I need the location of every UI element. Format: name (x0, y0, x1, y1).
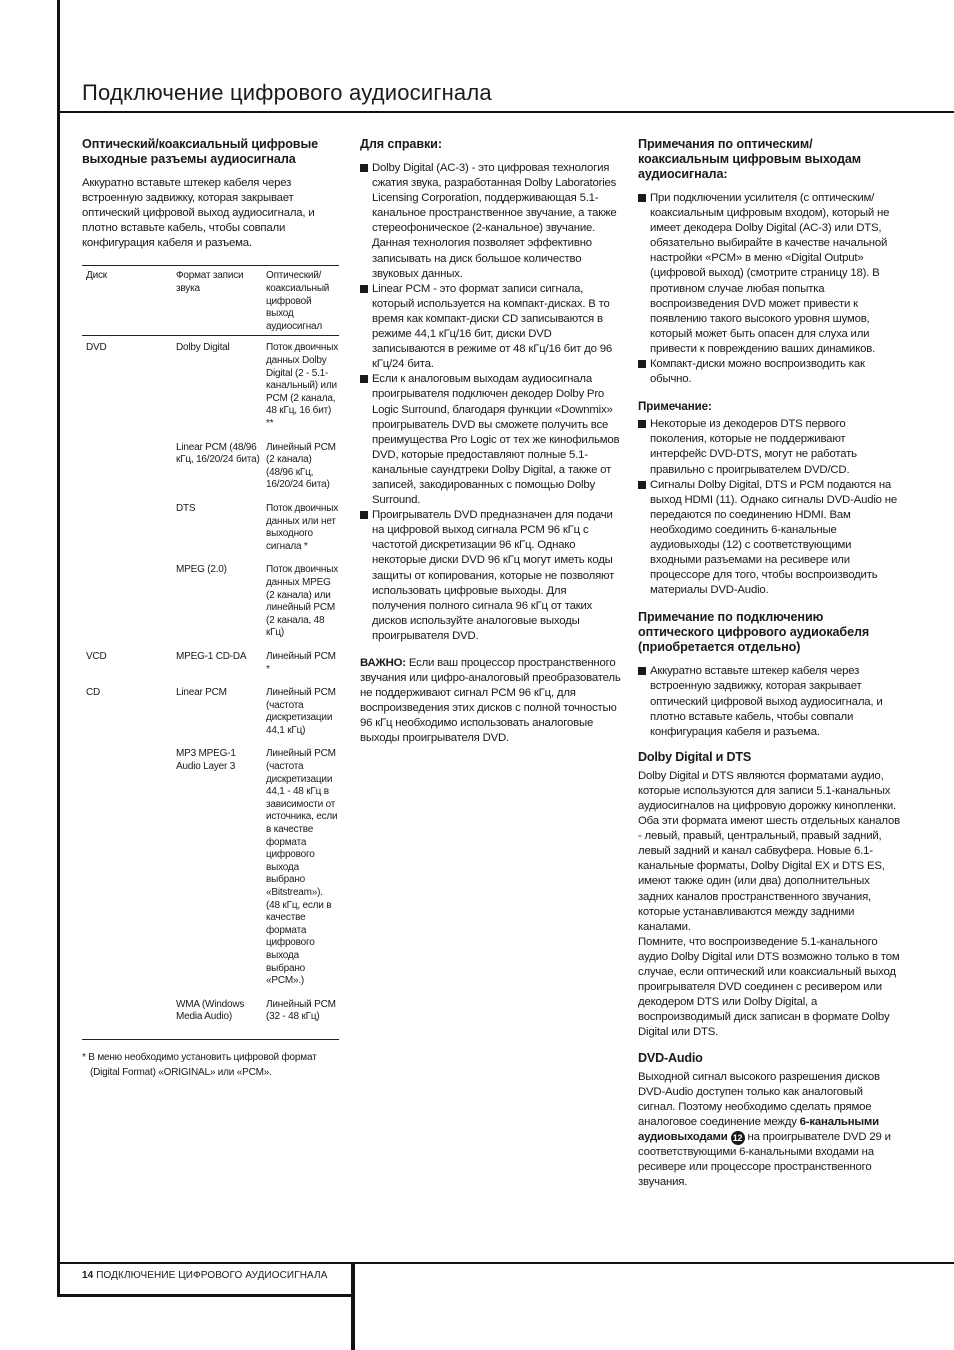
list-item: Linear PCM - это формат записи сигнала, который используется на компакт-дисках. В то время как компакт-диски CD записываются в режиме 44,1 кГц/16 бит, диски DVD записываются в режиме от 48 кГц/16 бит до 96 кГц/24 бита. (360, 282, 622, 373)
table-row (82, 681, 339, 742)
list-item: Сигналы Dolby Digital, DTS и PCM подаются на выход HDMI (11). Однако сигналы DVD-Audio не передаются по соединению HDMI. Вам необходимо соединить 6-канальные аудиовыходы (12) с соответствующими входными разъемами на ресивере или процессоре для того, чтобы воспроизводить материалы DVD-Audio. (638, 478, 900, 599)
table-cell: WMA (Windows Media Audio) (176, 998, 245, 1023)
list-item: Аккуратно вставьте штекер кабеля через встроенную задвижку, которая закрывает оптический цифровой выход аудиосигнала, и плотно вставьте кабель, чтобы совпали конфигурация кабеля и разъема. (638, 664, 900, 739)
table-cell: MPEG (2.0) (176, 564, 227, 576)
page-footer (82, 1270, 327, 1281)
important-label: ВАЖНО: (360, 657, 406, 669)
section-heading-note: Примечание: (638, 400, 712, 414)
table-row (82, 742, 339, 992)
table-cell: Dolby Digital (176, 342, 230, 354)
list-item: При подключении усилителя (с оптическим/коаксиальным цифровым входом), который не имеет декодера Dolby Digital (AC-3) или DTS, обязательно выбирайте в качестве начальной настройки «PCM» в меню «Digital Output» (цифровой выход) (смотрите страницу 18). В противном случае любая попытка воспроизведения DVD может привести к появлению такого высокого уровня шумов, который может быть опасен для слуха или привести к повреждению ваших динамиков. (638, 191, 900, 357)
section-heading-dolby-dts: Dolby Digital и DTS (638, 749, 752, 764)
footer-rule (57, 1262, 954, 1264)
reference-list (360, 161, 622, 644)
column-right (638, 137, 900, 1190)
table-cell: Линейный PCM (32 - 48 кГц) (266, 998, 336, 1023)
table-cell: Linear PCM (48/96 кГц, 16/20/24 бита) (176, 441, 260, 466)
table-header-output: Оптический/ коаксиальный цифровой выход аудиосигнал (266, 270, 330, 332)
table-cell (82, 993, 172, 1029)
callout-number-icon: 12 (731, 1131, 745, 1145)
table-row (82, 558, 339, 645)
dvd-audio-text-b: на проигрывателе DVD 29 и соответствующими 6-канальными входами на ресивере или процессоре пространственного звучания. (638, 1130, 891, 1189)
section-heading-dvd-audio: DVD-Audio (638, 1050, 703, 1065)
table-header-row (82, 266, 339, 336)
table-cell: Поток двоичных данных или нет выходного сигнала * (266, 502, 339, 552)
table-bottom-rule (82, 1039, 339, 1040)
table-row (82, 336, 339, 436)
list-item: Проигрыватель DVD предназначен для подачи на цифровой выход сигнала PCM 96 кГц с частотой дискретизации 96 кГц. Однако некоторые диски DVD 96 кГц могут иметь коды защиты от копирования, которые не позволяют использовать цифровые выходы. Для получения полного сигнала 96 кГц от таких дисков используйте аналоговые выходы проигрывателя DVD. (360, 508, 622, 644)
left-rule (57, 0, 60, 1296)
intro-paragraph: Аккуратно вставьте штекер кабеля через встроенную задвижку, которая закрывает оптический цифровой выход аудиосигнала, и плотно вставьте кабель, чтобы совпали конфигурация кабеля и разъема. (82, 177, 315, 250)
format-table (82, 265, 339, 1028)
section-heading-optical-cable: Примечание по подключению оптического цифрового аудиокабеля (приобретается отдельно) (638, 610, 870, 655)
dvd-audio-bold: 6-канальными аудиовыходами (638, 1115, 879, 1143)
note-list (638, 417, 900, 598)
table-cell: Linear PCM (176, 687, 227, 699)
list-item: Dolby Digital (AC-3) - это цифровая технология сжатия звука, разработанная Dolby Laboratories Licensing Corporation, поддерживающая 5.1-канальное пространственное звучание, а также стереофоническое (2-канальное) звучание. Данная технология позволяет эффективно записывать на диск большое количество звуковых данных. (360, 161, 622, 282)
table-cell (82, 436, 172, 497)
column-left (82, 137, 344, 1080)
table-cell (82, 742, 172, 992)
table-cell: MPEG-1 CD-DA (176, 650, 247, 662)
footer-underline (57, 1294, 355, 1297)
table-cell (82, 497, 172, 558)
dvd-audio-text-a: Выходной сигнал высокого разрешения дисков DVD-Audio доступен только как аналоговый сигнал. Поэтому необходимо сделать прямое аналоговое соединение между (638, 1070, 880, 1128)
dolby-dts-paragraph-1: Dolby Digital и DTS являются форматами аудио, которые используются для записи 5.1-канальных аудиосигналов на цифровую дорожку кинопленки. Оба эти формата имеют шесть отдельных каналов - левый, правый, центральный, правый задний, левый задний и канал сабвуфера. Новые 6.1-канальные форматы, Dolby Digital EX и DTS ES, имеют также один (или два) дополнительных задних каналов пространственного звучания, которые устанавливаются между задними каналами. (638, 769, 900, 933)
table-cell: DVD (86, 342, 107, 354)
table-cell: Поток двоичных данных MPEG (2 канала) или линейный PCM (2 канала, 48 кГц) (266, 564, 339, 639)
table-row (82, 993, 339, 1029)
output-notes-list (638, 191, 900, 387)
optical-cable-list (638, 664, 900, 739)
section-heading-outputs: Оптический/коаксиальный цифровые выходные разъемы аудиосигнала (82, 137, 319, 166)
table-cell: DTS (176, 502, 196, 514)
list-item: Некоторые из декодеров DTS первого поколения, которые не поддерживают интерфейс DVD-DTS, могут не работать правильно с проигрывателем DVD/CD. (638, 417, 900, 477)
footer-vertical-rule (351, 1262, 355, 1350)
section-heading-reference: Для справки: (360, 137, 442, 151)
table-cell: Линейный PCM (2 канала) (48/96 кГц, 16/20/24 бита) (266, 441, 336, 491)
table-row (82, 497, 339, 558)
title-rule (57, 111, 954, 113)
list-item: Если к аналоговым выходам аудиосигнала проигрывателя подключен декодер Dolby Pro Logic Surround, благодаря функции «Downmix» проигрыватель DVD вы сможете получить все преимущества Pro Logic от тех же кинофильмов DVD, которые предоставляют полные 5.1-канальные саундтреки Dolby Digital, а также от записей, закодированных с помощью Dolby Surround. (360, 372, 622, 508)
footer-text: ПОДКЛЮЧЕНИЕ ЦИФРОВОГО АУДИОСИГНАЛА (96, 1270, 328, 1281)
footer-page-number: 14 (82, 1270, 94, 1281)
table-cell: MP3 MPEG-1 Audio Layer 3 (176, 748, 236, 773)
table-cell: Линейный PCM (частота дискретизации 44,1 кГц) (266, 687, 336, 736)
dvd-audio-paragraph (638, 1070, 900, 1191)
table-header-disc: Диск (86, 270, 107, 282)
table-cell: Линейный PCM (частота дискретизации 44,1 - 48 кГц в зависимости от источника, если в качестве формата цифрового выхода выбрано «Bitstream»). (48 кГц, если в качестве формата цифрового выхода выбрано «PCM».) (266, 748, 338, 987)
table-cell (82, 558, 172, 645)
table-cell: CD (86, 687, 101, 699)
column-middle (360, 137, 622, 747)
list-item: Компакт-диски можно воспроизводить как обычно. (638, 357, 900, 387)
table-row (82, 436, 339, 497)
important-text: Если ваш процессор пространственного звучания или цифро-аналоговый преобразователь не поддерживают сигнал PCM 96 кГц, для воспроизведения этих дисков с полной точностью 96 кГц необходимо использовать аналоговые выходы проигрывателя DVD. (360, 657, 621, 745)
section-heading-output-notes: Примечания по оптическим/коаксиальным цифровым выходам аудиосигнала: (638, 137, 861, 181)
table-row (82, 645, 339, 681)
table-cell: Поток двоичных данных Dolby Digital (2 - 5.1-канальный) или PCM (2 канала, 48 кГц, 16 бит) ** (266, 342, 339, 429)
dolby-dts-paragraph-2: Помните, что воспроизведение 5.1-канального аудио Dolby Digital или DTS возможно только в том случае, если оптический или коаксиальный выход проигрывателя DVD соединен с ресивером или декодером DTS или Dolby Digital, а воспроизводимый диск записан в формате Dolby Digital или DTS. (638, 935, 900, 1039)
footnote: * В меню необходимо установить цифровой формат (Digital Format) «ORIGINAL» или «PCM». (82, 1051, 317, 1078)
important-paragraph (360, 656, 622, 747)
table-header-format: Формат записи звука (176, 270, 244, 295)
page-title: Подключение цифрового аудиосигнала (82, 80, 492, 105)
table-cell: Линейный PCM * (266, 650, 336, 675)
table-cell: VCD (86, 650, 107, 662)
